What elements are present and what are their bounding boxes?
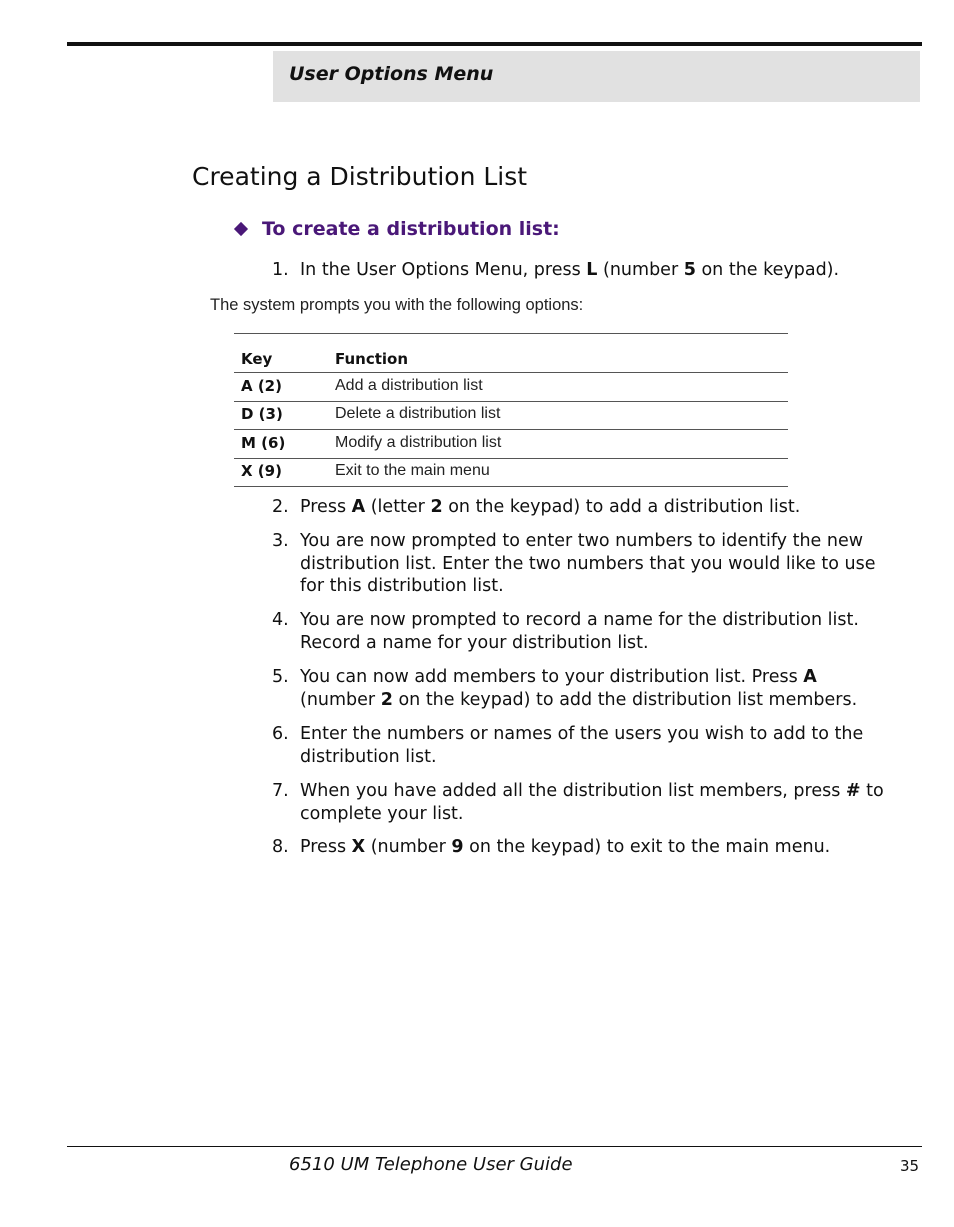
step-text-run: Enter the numbers or names of the users you wish to add to the distribution list. <box>300 724 864 767</box>
footer-document-title: 6510 UM Telephone User Guide <box>289 1154 573 1175</box>
step-number: 5. <box>272 667 289 687</box>
step-text-run: to complete your list. <box>300 781 884 824</box>
step-text-run: on the keypad) to add the distribution list members. <box>392 689 858 710</box>
step-number: 1. <box>272 260 289 280</box>
step-item <box>272 496 887 519</box>
step-text-run: on the keypad) to exit to the main menu. <box>463 837 831 857</box>
step-text-run: (number <box>300 689 381 710</box>
function-cell: Delete a distribution list <box>335 405 501 423</box>
step-number: 2. <box>272 497 289 517</box>
function-cell: Exit to the main menu <box>335 462 490 480</box>
page-title: Creating a Distribution List <box>192 162 528 191</box>
step-number: 8. <box>272 837 289 857</box>
step-text-run: Press <box>300 497 352 517</box>
step-text-run: You are now prompted to record a name for the distribution list. Record a name for your distribution list. <box>300 610 859 653</box>
step-text <box>300 259 887 282</box>
bold-key-text: 2 <box>430 497 443 517</box>
section-header-title: User Options Menu <box>289 63 494 85</box>
step-text-run: In the User Options Menu, press <box>300 260 587 280</box>
table-row <box>234 430 788 459</box>
bold-key-text: L <box>586 260 598 280</box>
bold-key-text: 5 <box>683 260 696 280</box>
step-text <box>300 836 887 859</box>
step-text-run: on the keypad) to add a distribution list. <box>442 497 801 517</box>
step-text-run: (number <box>365 837 452 857</box>
step-item <box>272 836 887 859</box>
table-header-row <box>234 334 788 373</box>
bold-key-text: # <box>845 781 861 801</box>
step-item <box>272 780 887 825</box>
step-item <box>272 723 887 768</box>
step-text-run: on the keypad). <box>695 260 840 280</box>
step-number: 4. <box>272 610 289 630</box>
function-cell: Modify a distribution list <box>335 433 502 451</box>
bold-key-text: A <box>803 667 817 687</box>
key-cell: X (9) <box>241 462 282 481</box>
step-text-run: (number <box>597 260 684 280</box>
function-cell: Add a distribution list <box>335 376 483 394</box>
bold-key-text: 9 <box>451 837 464 857</box>
footer-rule <box>67 1146 922 1147</box>
section-header-band <box>273 51 920 102</box>
options-table <box>234 333 788 487</box>
step-text <box>300 666 887 711</box>
key-cell: A (2) <box>241 376 282 395</box>
column-header-function: Function <box>335 350 409 368</box>
step-number: 3. <box>272 531 289 551</box>
table-row <box>234 373 788 402</box>
key-cell: M (6) <box>241 433 286 452</box>
procedure-heading <box>233 218 560 240</box>
step-text <box>300 780 887 825</box>
step-text-run: Press <box>300 837 352 857</box>
step-number: 6. <box>272 724 289 744</box>
column-header-key: Key <box>241 350 273 368</box>
top-rule <box>67 42 922 46</box>
step-item <box>272 609 887 654</box>
key-cell: D (3) <box>241 405 283 424</box>
table-row <box>234 401 788 430</box>
step-text-run: (letter <box>365 497 431 517</box>
step-item <box>272 259 887 282</box>
bold-key-text: X <box>351 837 366 857</box>
step-number: 7. <box>272 781 289 801</box>
step-item <box>272 530 887 598</box>
table-row <box>234 458 788 487</box>
page-number: 35 <box>900 1157 920 1175</box>
bold-key-text: A <box>351 497 366 517</box>
step-text-run: You are now prompted to enter two numbers to identify the new distribution list. Enter the two numbers that you would like to use for this distribution list. <box>300 531 876 596</box>
step-text <box>300 609 887 654</box>
step-text <box>300 723 887 768</box>
diamond-bullet-icon <box>234 222 248 236</box>
step-item <box>272 666 887 711</box>
intro-text: The system prompts you with the following options: <box>210 296 584 314</box>
step-text-run: You can now add members to your distribution list. Press <box>300 667 804 687</box>
bold-key-text: 2 <box>380 689 393 710</box>
procedure-heading-label: To create a distribution list: <box>262 218 560 240</box>
step-text-run: When you have added all the distribution list members, press <box>300 781 846 801</box>
step-text <box>300 530 887 598</box>
step-text <box>300 496 887 519</box>
